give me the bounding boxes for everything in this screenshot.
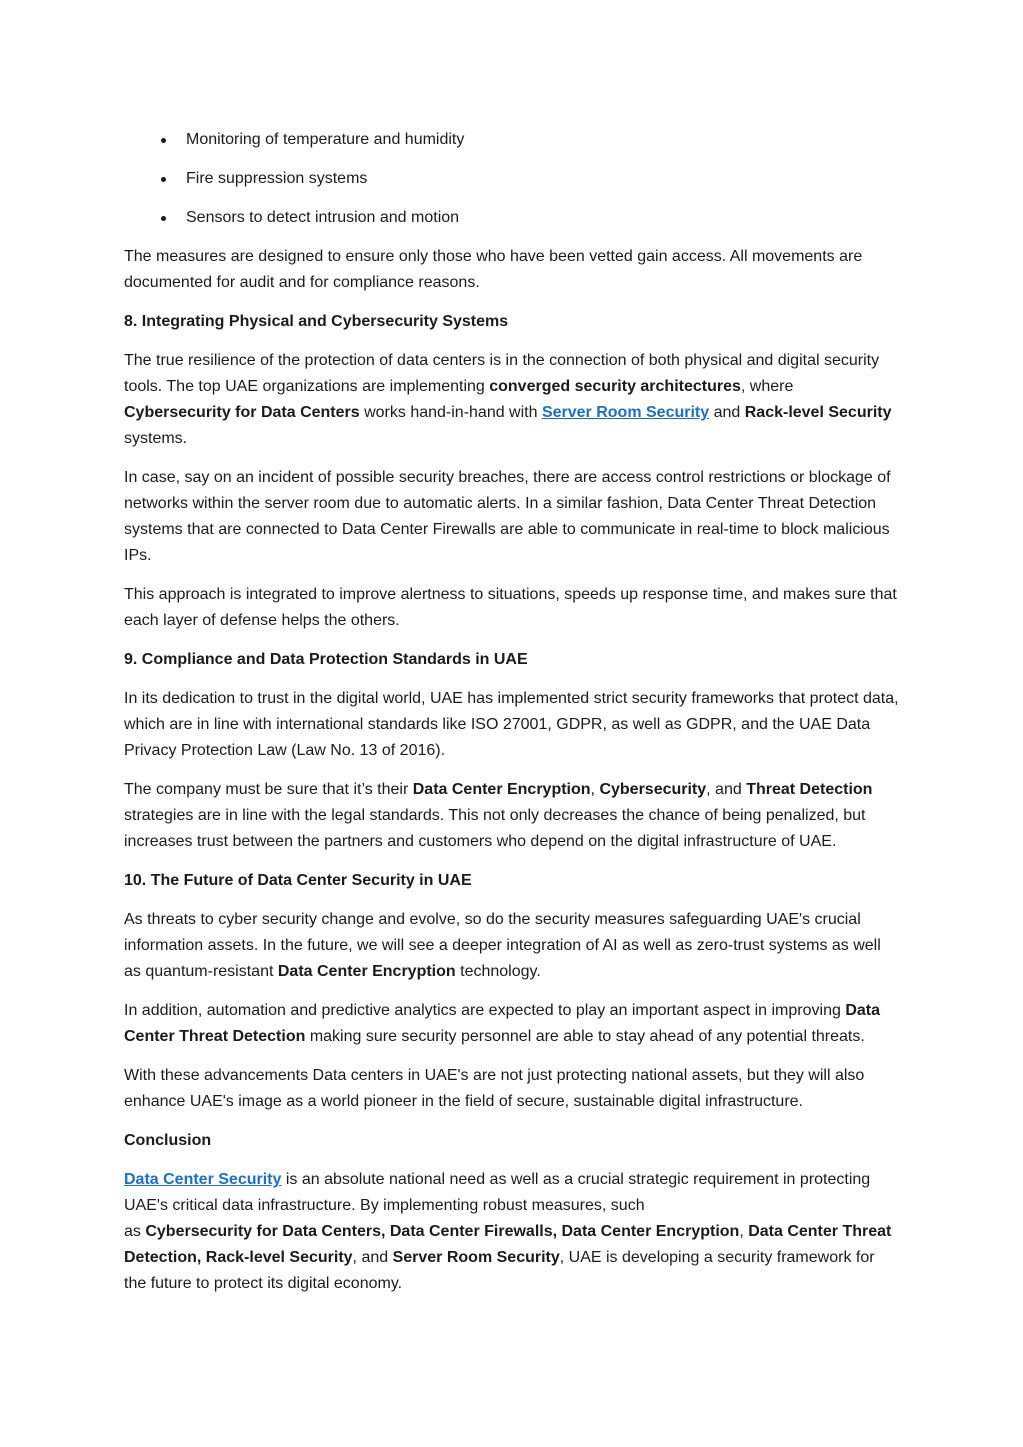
text-run: as <box>124 1223 146 1240</box>
bullet-text: Sensors to detect intrusion and motion <box>186 209 460 226</box>
paragraph-conclusion <box>124 1167 899 1297</box>
text-run: Server Room Security <box>392 1249 560 1266</box>
text-run: Cybersecurity for Data Centers <box>124 404 360 421</box>
text-run: In addition, automation and predictive analytics are expected to play an important aspect in improving <box>124 1002 846 1019</box>
text-run: As threats to cyber security change and evolve, so do the security measures safeguarding UAE's crucial information assets. In the future, we will see a deeper integration of AI as well as zero-trust systems as well as quantum-resistant <box>124 911 881 980</box>
text-run: works hand-in-hand with <box>359 404 542 421</box>
text-run: Threat Detection <box>746 781 873 798</box>
bullet-text: Fire suppression systems <box>186 170 368 187</box>
text-run: strategies are in line with the legal standards. This not only decreases the chance of being penalized, but increases trust between the partners and customers who depend on the digital infrastructure of UAE. <box>124 807 866 850</box>
bullet-list-item <box>124 127 899 153</box>
paragraph-integrated-approach <box>124 582 899 634</box>
text-run: making sure security personnel are able to stay ahead of any potential threats. <box>305 1028 865 1045</box>
text-run: , <box>590 781 600 798</box>
text-run: This approach is integrated to improve alertness to situations, speeds up response time, and makes sure that each layer of defense helps the others. <box>124 586 897 629</box>
paragraph-incident-response <box>124 465 899 569</box>
text-run: With these advancements Data centers in UAE's are not just protecting national assets, but they will also enhance UAE's image as a world pioneer in the field of secure, sustainable digital infrastructure. <box>124 1067 865 1110</box>
text-run: The measures are designed to ensure only those who have been vetted gain access. All movements are documented for audit and for compliance reasons. <box>124 248 863 291</box>
text-run: The true resilience of the protection of data centers is in the connection of both physical and digital security tools. The top UAE organizations are implementing <box>124 352 880 395</box>
security-measures-bullet-list <box>124 127 899 231</box>
text-run: Cybersecurity <box>599 781 707 798</box>
bullet-icon <box>161 216 166 221</box>
text-run: , <box>739 1223 749 1240</box>
text-run: The company must be sure that it’s their <box>124 781 413 798</box>
paragraph-legal-standards <box>124 777 899 855</box>
section-heading-10: 10. The Future of Data Center Security in UAE <box>124 872 472 889</box>
bullet-list-item <box>124 166 899 192</box>
text-run: , where <box>740 378 794 395</box>
bullet-text: Monitoring of temperature and humidity <box>186 131 465 148</box>
text-run: technology. <box>455 963 541 980</box>
section-heading-8: 8. Integrating Physical and Cybersecurity Systems <box>124 313 509 330</box>
paragraph-future-threats <box>124 907 899 985</box>
text-run: and <box>709 404 745 421</box>
text-run: Data Center Encryption <box>412 781 591 798</box>
bullet-icon <box>161 177 166 182</box>
conclusion-heading: Conclusion <box>124 1132 212 1149</box>
text-run: converged security architectures <box>489 378 741 395</box>
text-run: systems. <box>124 430 188 447</box>
text-run: Data Center Threat Detection, Rack-level Security <box>124 1223 892 1266</box>
text-run: , UAE is developing a security framework for the future to protect its digital economy. <box>124 1249 875 1292</box>
text-run: Data Center Encryption <box>277 963 456 980</box>
paragraph-measures <box>124 244 899 296</box>
paragraph-automation-analytics <box>124 998 899 1050</box>
bullet-icon <box>161 138 166 143</box>
text-run: Rack-level Security <box>744 404 892 421</box>
text-run: In case, say on an incident of possible security breaches, there are access control restrictions or blockage of networks within the server room due to automatic alerts. In a similar fashion, Data Center Threat Detection systems that are connected to Data Center Firewalls are able to communicate in real-time to block malicious IPs. <box>124 469 891 564</box>
bullet-list-item <box>124 205 899 231</box>
text-run: is an absolute national need as well as a crucial strategic requirement in protecting UAE's critical data infrastructure. By implementing robust measures, such <box>124 1171 871 1214</box>
text-run: Data Center Threat Detection <box>124 1002 880 1045</box>
server-room-security-link[interactable]: Server Room Security <box>541 404 710 421</box>
paragraph-advancements <box>124 1063 899 1115</box>
text-run: , and <box>706 781 747 798</box>
text-run: Cybersecurity for Data Centers, Data Center Firewalls, Data Center Encryption <box>145 1223 740 1240</box>
paragraph-compliance-frameworks <box>124 686 899 764</box>
text-run: In its dedication to trust in the digital world, UAE has implemented strict security frameworks that protect data, which are in line with international standards like ISO 27001, GDPR, as well as GDPR, and the UAE Data Privacy Protection Law (Law No. 13 of 2016). <box>124 690 899 759</box>
text-run: , and <box>352 1249 393 1266</box>
section-heading-9: 9. Compliance and Data Protection Standards in UAE <box>124 651 528 668</box>
paragraph-integration-overview <box>124 348 899 452</box>
data-center-security-link[interactable]: Data Center Security <box>124 1171 282 1188</box>
